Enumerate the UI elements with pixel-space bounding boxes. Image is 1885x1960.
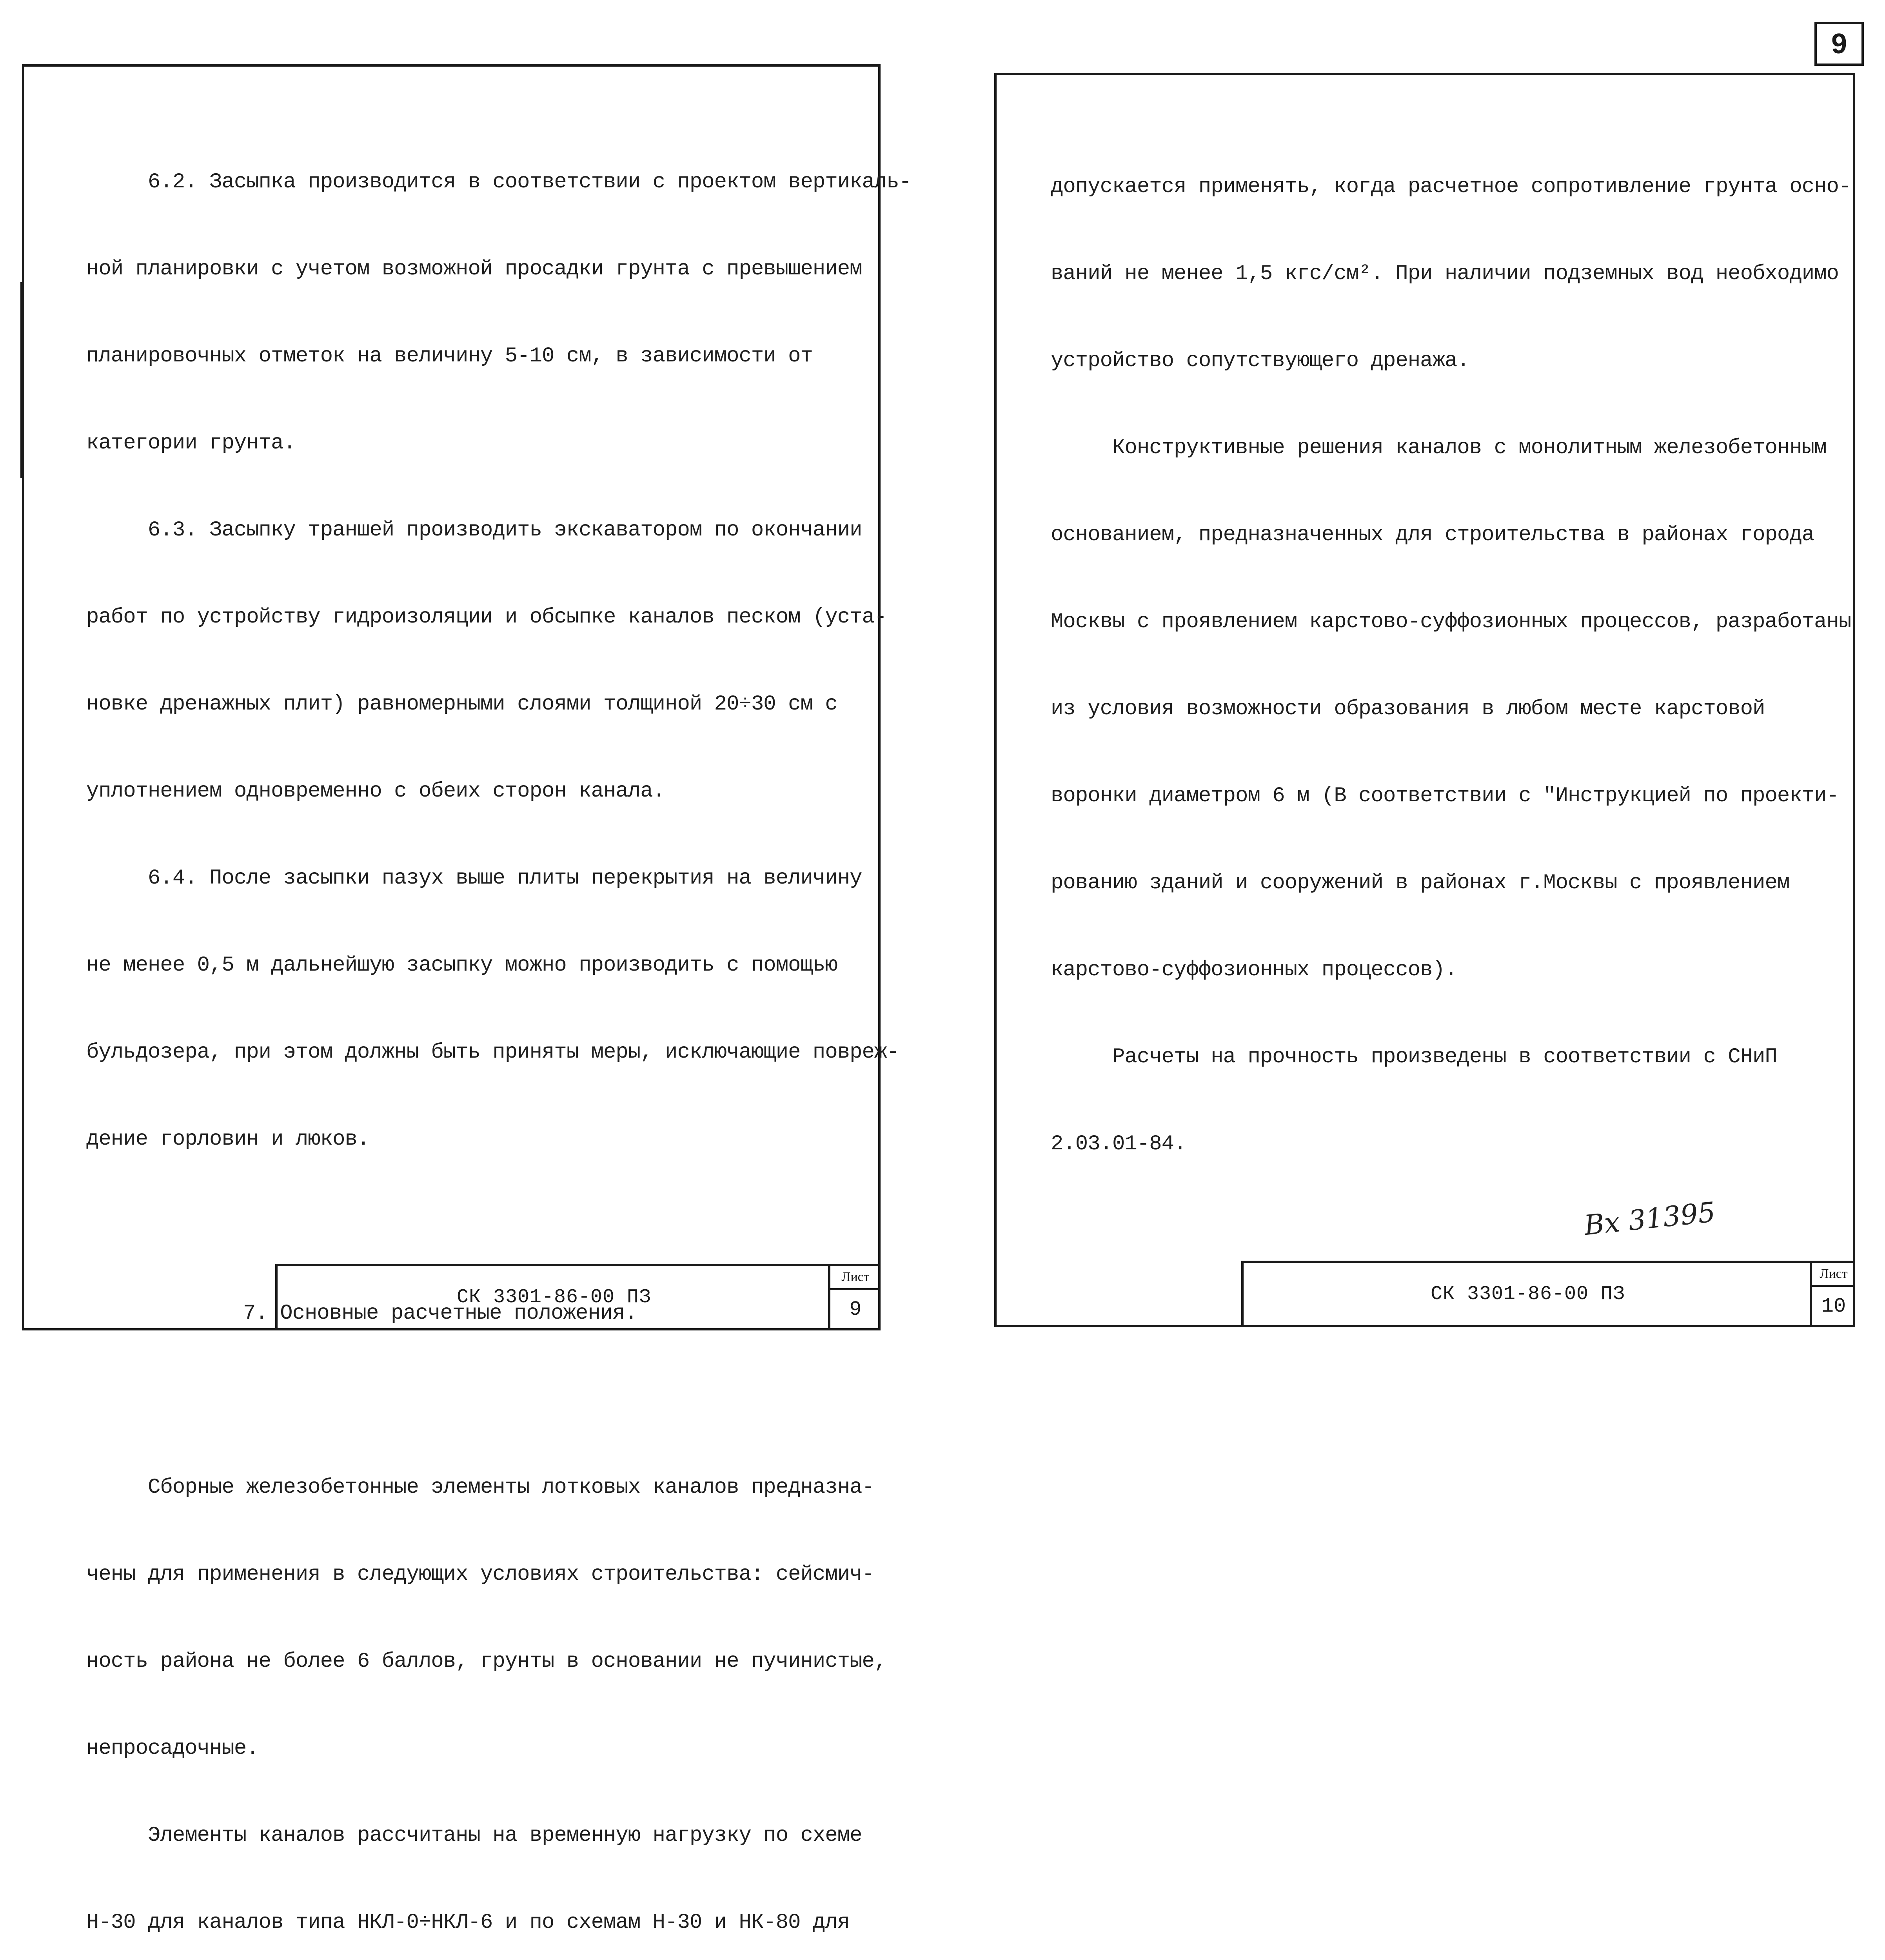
sheet-cell (1810, 1263, 1855, 1325)
text-line: непросадочные. (86, 1737, 259, 1760)
text-line: 6.3. Засыпку траншей производить экскаватором по окончании (86, 518, 862, 542)
section-heading: 7. Основные расчетные положения. (243, 1301, 637, 1325)
right-page-text (1051, 114, 1851, 1217)
document-code: СК 3301-86-00 ПЗ (1430, 1283, 1625, 1305)
page-number-box (1814, 22, 1864, 66)
text-line: Москвы с проявлением карстово-суффозионных процессов, разработаны (1051, 610, 1851, 634)
spacer (86, 1386, 911, 1415)
text-line: Сборные железобетонные элементы лотковых каналов предназна- (86, 1475, 874, 1499)
text-line: уплотнением одновременно с обеих сторон канала. (86, 779, 665, 803)
text-line: Конструктивные решения каналов с монолитным железобетонным (1051, 436, 1827, 460)
text-line: новке дренажных плит) равномерными слоями толщиной 20÷30 см с (86, 692, 837, 716)
text-line: категории грунта. (86, 431, 296, 455)
text-line: устройство сопутствующего дренажа. (1051, 349, 1469, 373)
text-line: работ по устройству гидроизоляции и обсыпке каналов песком (уста- (86, 605, 887, 629)
text-line: воронки диаметром 6 м (В соответствии с "Инструкцией по проекти- (1051, 784, 1839, 808)
text-line: ваний не менее 1,5 кгс/см². При наличии подземных вод необходимо (1051, 262, 1839, 286)
text-line: не менее 0,5 м дальнейшую засыпку можно производить с помощью (86, 953, 837, 977)
text-line: из условия возможности образования в любом месте карстовой (1051, 697, 1765, 721)
sheet-label: Лист (1812, 1263, 1855, 1287)
title-block-stamp (275, 1264, 881, 1330)
left-page (22, 64, 912, 1935)
text-line: планировочных отметок на величину 5-10 см, в зависимости от (86, 344, 813, 368)
text-line: Н-30 для каналов типа НКЛ-0÷НКЛ-6 и по схемам Н-30 и НК-80 для (86, 1911, 850, 1935)
text-line: Расчеты на прочность произведены в соответствии с СНиП (1051, 1045, 1777, 1069)
right-page (994, 73, 1855, 1327)
sheet-number: 9 (849, 1298, 862, 1321)
handwritten-registration-note: Вх 31395 (1582, 1196, 1717, 1242)
page-number: 9 (1831, 28, 1847, 60)
text-line: дение горловин и люков. (86, 1127, 370, 1151)
sheet-number: 10 (1821, 1294, 1846, 1318)
text-line: ной планировки с учетом возможной просадки грунта с превышением (86, 257, 862, 281)
title-block-stamp (1241, 1261, 1855, 1327)
text-line: Элементы каналов рассчитаны на временную нагрузку по схеме (86, 1824, 862, 1847)
text-line: бульдозера, при этом должны быть приняты меры, исключающие повреж- (86, 1040, 899, 1064)
text-line: карстово-суффозионных процессов). (1051, 958, 1457, 982)
text-line: основанием, предназначенных для строительства в районах города (1051, 523, 1814, 547)
text-line: ность района не более 6 баллов, грунты в основании не пучинистые, (86, 1650, 887, 1673)
text-line: рованию зданий и сооружений в районах г.Москвы с проявлением (1051, 871, 1790, 895)
spacer (86, 1212, 911, 1241)
left-page-text (86, 110, 911, 1960)
text-line: 2.03.01-84. (1051, 1132, 1186, 1156)
text-line: чены для применения в следующих условиях строительства: сейсмич- (86, 1563, 874, 1586)
document-code: СК 3301-86-00 ПЗ (456, 1286, 652, 1308)
sheet-label: Лист (830, 1266, 881, 1290)
sheet-cell (828, 1266, 881, 1328)
text-line: 6.2. Засыпка производится в соответствии с проектом вертикаль- (86, 170, 912, 194)
text-line: 6.4. После засыпки пазух выше плиты перекрытия на величину (86, 866, 862, 890)
text-line: допускается применять, когда расчетное сопротивление грунта осно- (1051, 175, 1851, 199)
